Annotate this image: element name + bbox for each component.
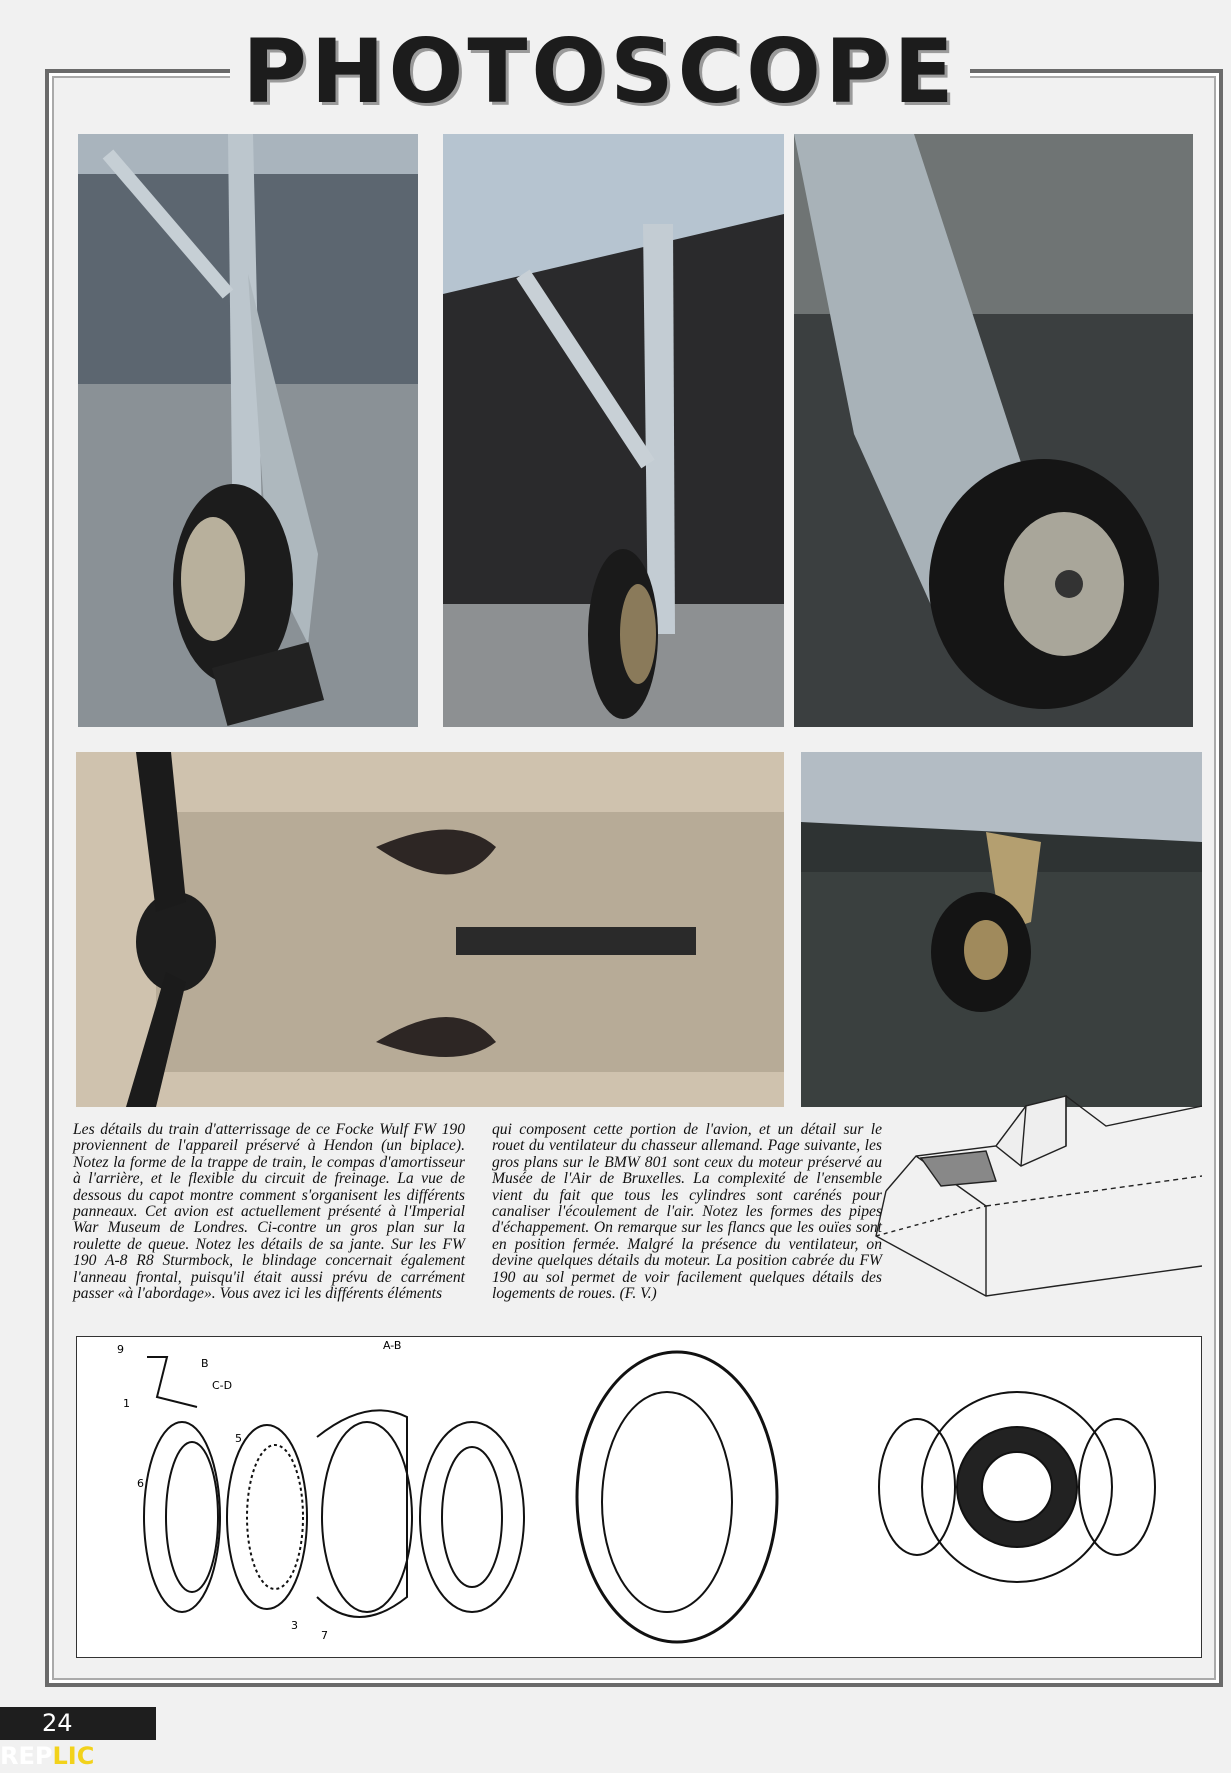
diagram-label: 7 bbox=[321, 1629, 328, 1642]
photo-main-gear-left bbox=[78, 134, 418, 727]
page-title: PHOTOSCOPE bbox=[242, 20, 958, 123]
magazine-logo-part-a: REP bbox=[0, 1742, 53, 1770]
photo-main-gear-right bbox=[794, 134, 1193, 727]
engine-ring-diagram bbox=[76, 1336, 1202, 1658]
diagram-label: 5 bbox=[235, 1432, 242, 1445]
diagram-label: 9 bbox=[117, 1343, 124, 1356]
photo-tail-wheel bbox=[801, 752, 1202, 1107]
magazine-logo-part-b: LIC bbox=[52, 1742, 95, 1770]
cockpit-line-drawing bbox=[866, 1066, 1202, 1302]
diagram-label: B bbox=[201, 1357, 209, 1370]
diagram-label: 3 bbox=[291, 1619, 298, 1632]
page-footer bbox=[0, 1707, 156, 1770]
diagram-label: 6 bbox=[137, 1477, 144, 1490]
diagram-label: A-B bbox=[383, 1339, 402, 1352]
diagram-label: C-D bbox=[212, 1379, 233, 1392]
page-number: 24 bbox=[42, 1709, 73, 1737]
caption-column-2: qui composent cette portion de l'avion, et un détail sur le rouet du ventilateur du chasseur allemand. Page suivante, les gros plans sur le BMW 801 sont ceux du moteur préservé au Musée de l'Air de Bruxelles. La complexité de l'ensemble vient du fait que tous les cylindres sont carénés pour canaliser l'écoulement de l'air. Notez les formes des pipes d'échappement. On remarque sur les flancs que les ouïes sont en position fermée. Malgré la présence du ventilateur, on devine quelques détails du moteur. La position cabrée du FW 190 au sol permet de voir facilement quelques détails des logements de roues. (F. V.) bbox=[492, 1121, 882, 1303]
photo-cowling-underside bbox=[76, 752, 784, 1107]
caption-column-1: Les détails du train d'atterrissage de ce Focke Wulf FW 190 proviennent de l'appareil préservé à Hendon (un biplace). Notez la forme de la trappe de train, le compas d'amortisseur à l'arrière, et le flexible du circuit de freinage. La vue de dessous du capot montre comment s'organisent les différents panneaux. Cet avion est actuellement présenté à l'Imperial War Museum de Londres. Ci-contre un gros plan sur la roulette de queue. Notez les détails de sa jante. Sur les FW 190 A-8 R8 Sturmbock, le blindage concernait également l'anneau frontal, puisqu'il était aussi prévu de carrément passer «à l'abordage». Vous avez ici les différents éléments bbox=[73, 1121, 465, 1303]
diagram-label: 1 bbox=[123, 1397, 130, 1410]
photo-main-gear-center bbox=[443, 134, 784, 727]
